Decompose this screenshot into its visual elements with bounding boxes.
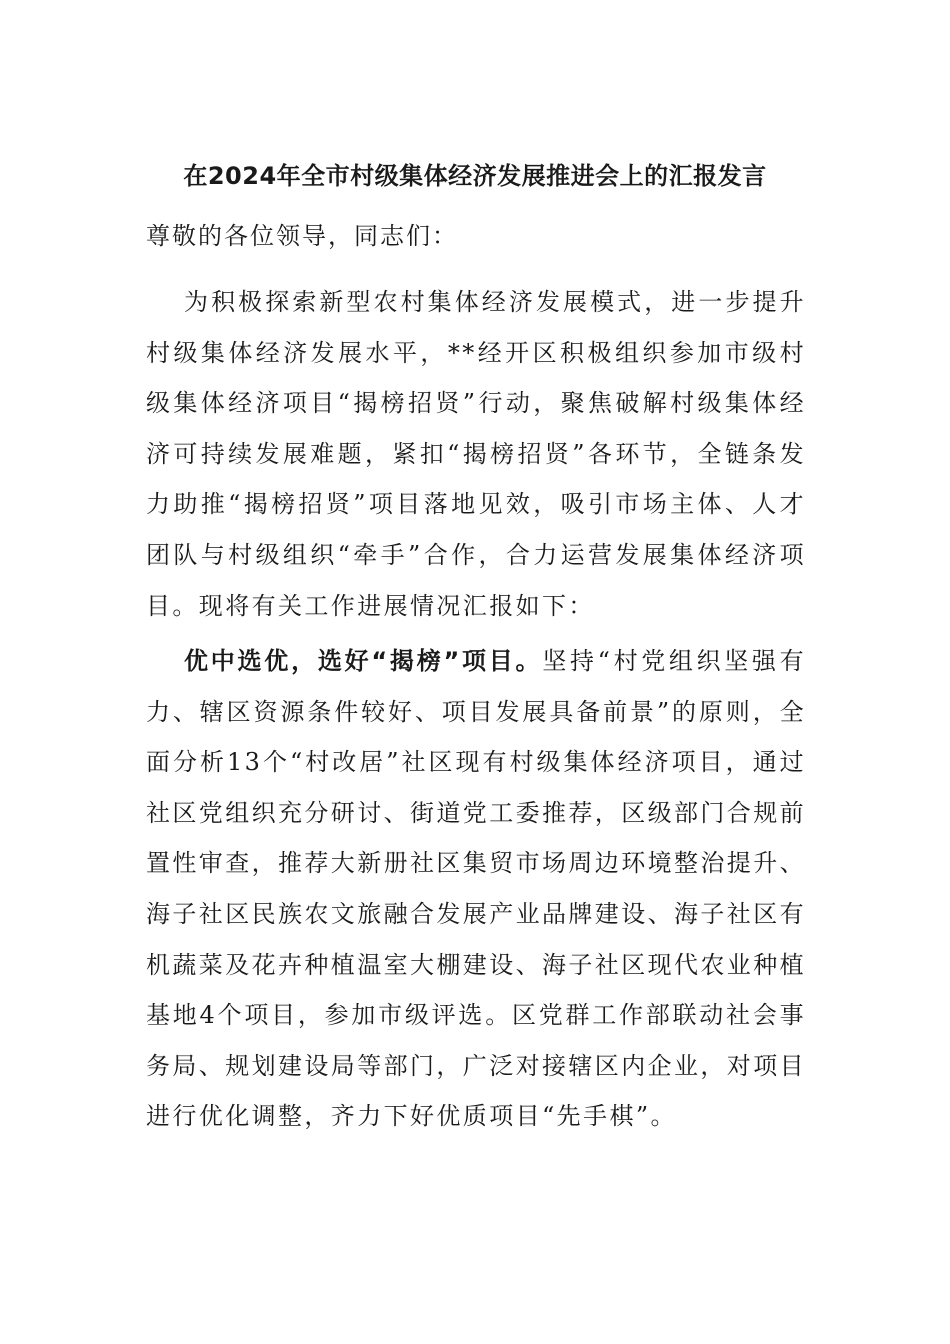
paragraph-intro (146, 277, 806, 631)
paragraph-lead-heading: 优中选优，选好“揭榜”项目。 (184, 647, 543, 675)
paragraph-project-selection (146, 636, 806, 1142)
document-title: 在2024年全市村级集体经济发展推进会上的汇报发言 (183, 162, 767, 190)
salutation: 尊敬的各位领导，同志们： (146, 222, 458, 250)
paragraph-intro-body: 为积极探索新型农村集体经济发展模式，进一步提升村级集体经济发展水平，**经开区积极组织参加市级村级集体经济项目“揭榜招贤”行动，聚焦破解村级集体经济可持续发展难题，紧扣“揭榜招贤”各环节，全链条发力助推“揭榜招贤”项目落地见效，吸引市场主体、人才团队与村级组织“牵手”合作，合力运营发展集体经济项目。现将有关工作进展情况汇报如下： (146, 288, 806, 620)
paragraph-project-selection-body: 坚持“村党组织坚强有力、辖区资源条件较好、项目发展具备前景”的原则，全面分析13个“村改居”社区现有村级集体经济项目，通过社区党组织充分研讨、街道党工委推荐，区级部门合规前置性审查，推荐大新册社区集贸市场周边环境整治提升、海子社区民族农文旅融合发展产业品牌建设、海子社区有机蔬菜及花卉种植温室大棚建设、海子社区现代农业种植基地4个项目，参加市级评选。区党群工作部联动社会事务局、规划建设局等部门，广泛对接辖区内企业，对项目进行优化调整，齐力下好优质项目“先手棋”。 (146, 647, 806, 1131)
